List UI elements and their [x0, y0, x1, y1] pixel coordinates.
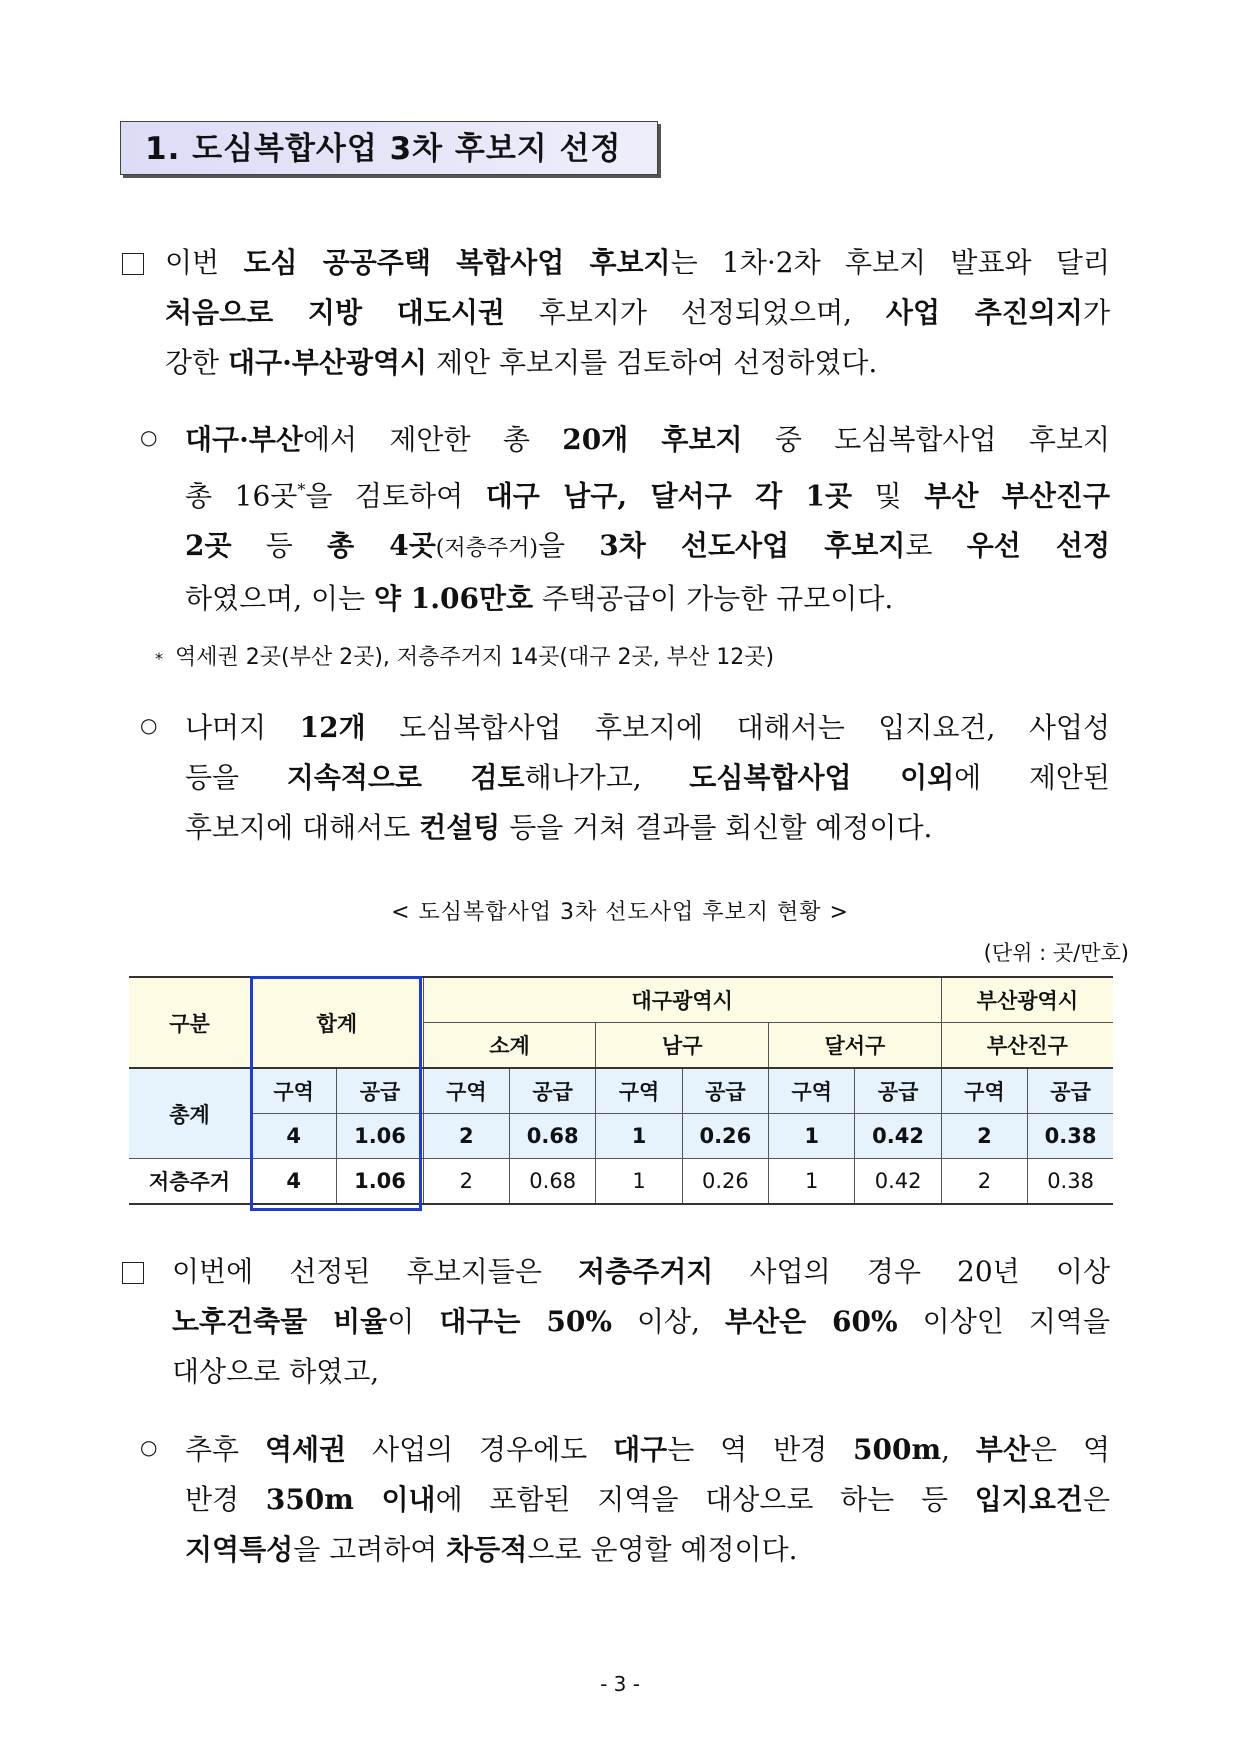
- p1-line-1: 이번 도심 공공주택 복합사업 후보지는 1차·2차 후보지 발표와 달리: [165, 246, 1110, 279]
- paragraph-1: [165, 238, 1110, 388]
- p1-line-2: 처음으로 지방 대도시권 후보지가 선정되었으며, 사업 추진의지가: [165, 296, 1110, 329]
- header-namgu: 남구: [596, 1023, 769, 1069]
- table-cell: 0.26: [682, 1159, 768, 1205]
- table-cell: 4: [250, 1159, 336, 1205]
- col-supply: 공급: [682, 1068, 768, 1114]
- table-cell: 1: [769, 1114, 855, 1159]
- col-supply: 공급: [855, 1068, 941, 1114]
- col-supply: 공급: [510, 1068, 596, 1114]
- page-number: - 3 -: [600, 1672, 640, 1696]
- table-cell: 2: [423, 1114, 509, 1159]
- header-subtotal: 소계: [423, 1023, 596, 1069]
- table-cell: 2: [941, 1114, 1027, 1159]
- table-caption: < 도심복합사업 3차 선도사업 후보지 현황 >: [391, 900, 849, 925]
- p3-line-3: 후보지에 대해서도 컨설팅 등을 거쳐 결과를 회신할 예정이다.: [185, 811, 933, 844]
- header-daegu: 대구광역시: [423, 977, 941, 1023]
- p5-line-2: 반경 350m 이내에 포함된 지역을 대상으로 하는 등 입지요건은: [185, 1483, 1111, 1516]
- header-busan: 부산광역시: [941, 977, 1113, 1023]
- table-cell: 1: [596, 1159, 682, 1205]
- table-cell: 0.42: [855, 1114, 941, 1159]
- circle-bullet-icon: ○: [140, 425, 158, 449]
- table-cell: 0.26: [682, 1114, 768, 1159]
- header-dalseogu: 달서구: [769, 1023, 942, 1069]
- table-cell: 0.68: [510, 1159, 596, 1205]
- header-total: 합계: [250, 977, 423, 1068]
- header-busanjingu: 부산진구: [941, 1023, 1113, 1069]
- table-cell: 1.06: [337, 1159, 423, 1205]
- p5-line-1: 추후 역세권 사업의 경우에도 대구는 역 반경 500m, 부산은 역: [185, 1433, 1110, 1466]
- table-row: [129, 1068, 1113, 1114]
- table-cell: 0.42: [855, 1159, 941, 1205]
- table-row: [129, 1114, 1113, 1159]
- candidate-sites-table: [129, 976, 1113, 1205]
- p4-line-3: 대상으로 하였고,: [172, 1355, 380, 1388]
- table-cell: 2: [423, 1159, 509, 1205]
- col-district: 구역: [941, 1068, 1027, 1114]
- paragraph-2: [185, 415, 1110, 624]
- square-bullet-icon: [122, 1262, 144, 1284]
- table-cell: 0.38: [1028, 1159, 1113, 1205]
- table-unit: (단위 : 곳/만호): [983, 941, 1129, 965]
- circle-bullet-icon: ○: [140, 1435, 158, 1459]
- paragraph-5: [185, 1425, 1110, 1575]
- table-header-row: [129, 977, 1113, 1023]
- p2-line-1: 대구·부산에서 제안한 총 20개 후보지 중 도심복합사업 후보지: [185, 423, 1110, 456]
- table-cell: 0.68: [510, 1114, 596, 1159]
- table-cell: 1: [596, 1114, 682, 1159]
- col-district: 구역: [423, 1068, 509, 1114]
- paragraph-4: [172, 1247, 1110, 1397]
- p2-line-4: 하였으며, 이는 약 1.06만호 주택공급이 가능한 규모이다.: [185, 582, 894, 616]
- paragraph-3: [185, 703, 1110, 853]
- col-district: 구역: [596, 1068, 682, 1114]
- p5-line-3: 지역특성을 고려하여 차등적으로 운영할 예정이다.: [185, 1533, 798, 1566]
- table-cell: 1: [769, 1159, 855, 1205]
- p1-line-3: 강한 대구·부산광역시 제안 후보지를 검토하여 선정하였다.: [165, 346, 878, 379]
- footnote: * 역세권 2곳(부산 2곳), 저층주거지 14곳(대구 2곳, 부산 12곳): [155, 645, 775, 670]
- table-cell: 0.38: [1028, 1114, 1113, 1159]
- table-cell: 4: [250, 1114, 336, 1159]
- p3-line-1: 나머지 12개 도심복합사업 후보지에 대해서는 입지요건, 사업성: [185, 711, 1110, 744]
- p4-line-1: 이번에 선정된 후보지들은 저층주거지 사업의 경우 20년 이상: [172, 1255, 1110, 1288]
- table-cell: 1.06: [337, 1114, 423, 1159]
- circle-bullet-icon: ○: [140, 713, 158, 737]
- table-cell: 2: [941, 1159, 1027, 1205]
- p2-line-2: 총 16곳*을 검토하여 대구 남구, 달서구 각 1곳 및 부산 부산진구: [185, 479, 1110, 513]
- col-district: 구역: [769, 1068, 855, 1114]
- section-title: 1. 도심복합사업 3차 후보지 선정: [120, 121, 658, 175]
- col-district: 구역: [250, 1068, 336, 1114]
- col-supply: 공급: [337, 1068, 423, 1114]
- row-label-total: 총계: [129, 1068, 250, 1159]
- p3-line-2: 등을 지속적으로 검토해나가고, 도심복합사업 이외에 제안된: [185, 761, 1110, 794]
- col-supply: 공급: [1028, 1068, 1113, 1114]
- p4-line-2: 노후건축물 비율이 대구는 50% 이상, 부산은 60% 이상인 지역을: [172, 1305, 1110, 1338]
- row-label-low-rise: 저층주거: [129, 1159, 250, 1205]
- p2-line-3: 2곳 등 총 4곳(저층주거)을 3차 선도사업 후보지로 우선 선정: [185, 529, 1111, 563]
- square-bullet-icon: [122, 253, 144, 275]
- header-category: 구분: [129, 977, 250, 1068]
- table-row: [129, 1159, 1113, 1205]
